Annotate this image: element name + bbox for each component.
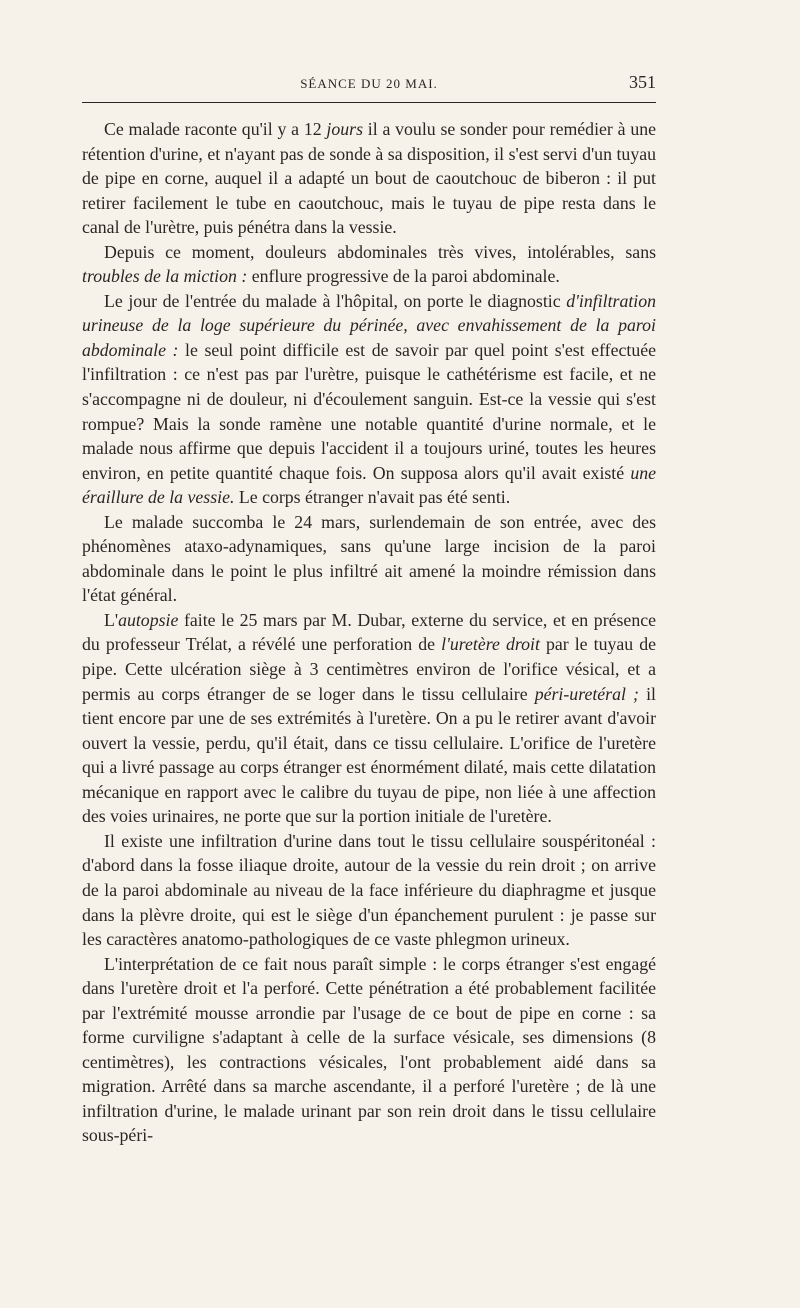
text-run: L'interprétation de ce fait nous paraît simple : le corps étranger s'est engagé dans l'uretère droit et l'a perforé. Cette pénétration a été probablement facilitée par l'extrémité mousse arrondie par l'usage de ce bout de pipe en corne : sa forme curviligne s'adaptant à celle de la surface vésicale, ses dimensions (8 centimètres), les contractions vésicales, l'ont probablement aidé dans sa migration. Arrêté dans sa marche ascendante, il a perforé l'uretère ; de là une infiltration d'urine, le malade urinant par son rein droit dans le tissu cellulaire sous-péri- bbox=[82, 953, 656, 1146]
text-run: par le tuyau de pipe. Cette ulcération siège à 3 centimètres environ de l'orifice vésical, et a permis au corps étranger de se loger dans le tissu cellulaire bbox=[82, 634, 656, 704]
text-run: Depuis ce moment, douleurs abdominales très vives, intolérables, sans bbox=[104, 241, 656, 262]
text-run: il a voulu se sonder pour remédier à une rétention d'urine, et n'ayant pas de sonde à sa disposition, il s'est servi d'un tuyau de pipe en corne, auquel il a adapté un bout de caoutchouc de biberon : il put retirer facilement le tube en caoutchouc, mais le tuyau de pipe resta dans le canal de l'urètre, puis pénétra dans la vessie. bbox=[82, 119, 656, 238]
italic-text: une éraillure de la vessie. bbox=[82, 462, 656, 508]
paragraph bbox=[82, 510, 656, 608]
italic-text: jours bbox=[326, 119, 363, 139]
paragraph bbox=[82, 952, 656, 1148]
italic-text: autopsie bbox=[118, 609, 179, 630]
text-run: Le corps étranger n'avait pas été senti. bbox=[234, 487, 511, 508]
text-run: enflure progressive de la paroi abdominale. bbox=[247, 266, 560, 287]
page-number: 351 bbox=[629, 72, 656, 92]
page-header bbox=[82, 72, 656, 102]
italic-text: d'infiltration urineuse de la loge supérieure du périnée, avec envahissement de la paroi abdominale : bbox=[82, 290, 656, 360]
text-run: Ce malade raconte qu'il y a 12 bbox=[104, 119, 327, 139]
paragraph bbox=[82, 289, 656, 510]
paragraph bbox=[82, 829, 656, 952]
paragraph bbox=[82, 117, 656, 240]
running-head: SÉANCE DU 20 MAI. bbox=[300, 76, 438, 91]
book-page bbox=[82, 72, 656, 1148]
header-rule bbox=[82, 102, 656, 103]
text-run: faite le 25 mars par M. Dubar, externe du service, et en présence du professeur Trélat, a révélé une perforation de bbox=[82, 609, 656, 655]
italic-text: péri-uretéral ; bbox=[534, 683, 639, 704]
text-run: L' bbox=[104, 609, 119, 630]
text-run: il tient encore par une de ses extrémités à l'uretère. On a pu le retirer avant d'avoir ouvert la vessie, perdu, qu'il était, dans ce tissu cellulaire. L'orifice de l'uretère qui a livré passage au corps étranger est énormément dilaté, mais cette dilatation mécanique en rapport avec le calibre du tuyau de pipe, non liée à une affection des voies urinaires, ne porte que sur la portion initiale de l'uretère. bbox=[82, 683, 657, 827]
page-body bbox=[82, 117, 656, 1148]
italic-text: troubles de la miction : bbox=[82, 266, 248, 287]
text-run: le seul point difficile est de savoir par quel point s'est effectuée l'infiltration : ce n'est pas par l'urètre, puisque le cathétérisme est facile, et ne s'accompagne ni de douleur, ni d'écoulement sanguin. Est-ce la vessie qui s'est rompue? Mais la sonde ramène une notable quantité d'urine normale, et le malade nous affirme que depuis l'accident il a toujours uriné, toutes les heures environ, en petite quantité chaque fois. On supposa alors qu'il avait existé bbox=[82, 339, 656, 483]
italic-text: l'uretère droit bbox=[441, 634, 540, 655]
paragraph bbox=[82, 240, 656, 289]
text-run: Il existe une infiltration d'urine dans tout le tissu cellulaire souspéritonéal : d'abord dans la fosse iliaque droite, autour de la vessie du rein droit ; on arrive de la paroi abdominale au niveau de la face inférieure du diaphragme et jusque dans la plèvre droite, qui est le siège d'un épanchement purulent : je passe sur les caractères anatomo-pathologiques de ce vaste phlegmon urineux. bbox=[82, 830, 656, 950]
text-run: Le jour de l'entrée du malade à l'hôpital, on porte le diagnostic bbox=[104, 290, 567, 311]
text-run: Le malade succomba le 24 mars, surlendemain de son entrée, avec des phénomènes ataxo-adynamiques, sans qu'une large incision de la paroi abdominale dans le point le plus infiltré ait amené la moindre rémission dans l'état général. bbox=[82, 511, 656, 606]
paragraph bbox=[82, 608, 656, 829]
